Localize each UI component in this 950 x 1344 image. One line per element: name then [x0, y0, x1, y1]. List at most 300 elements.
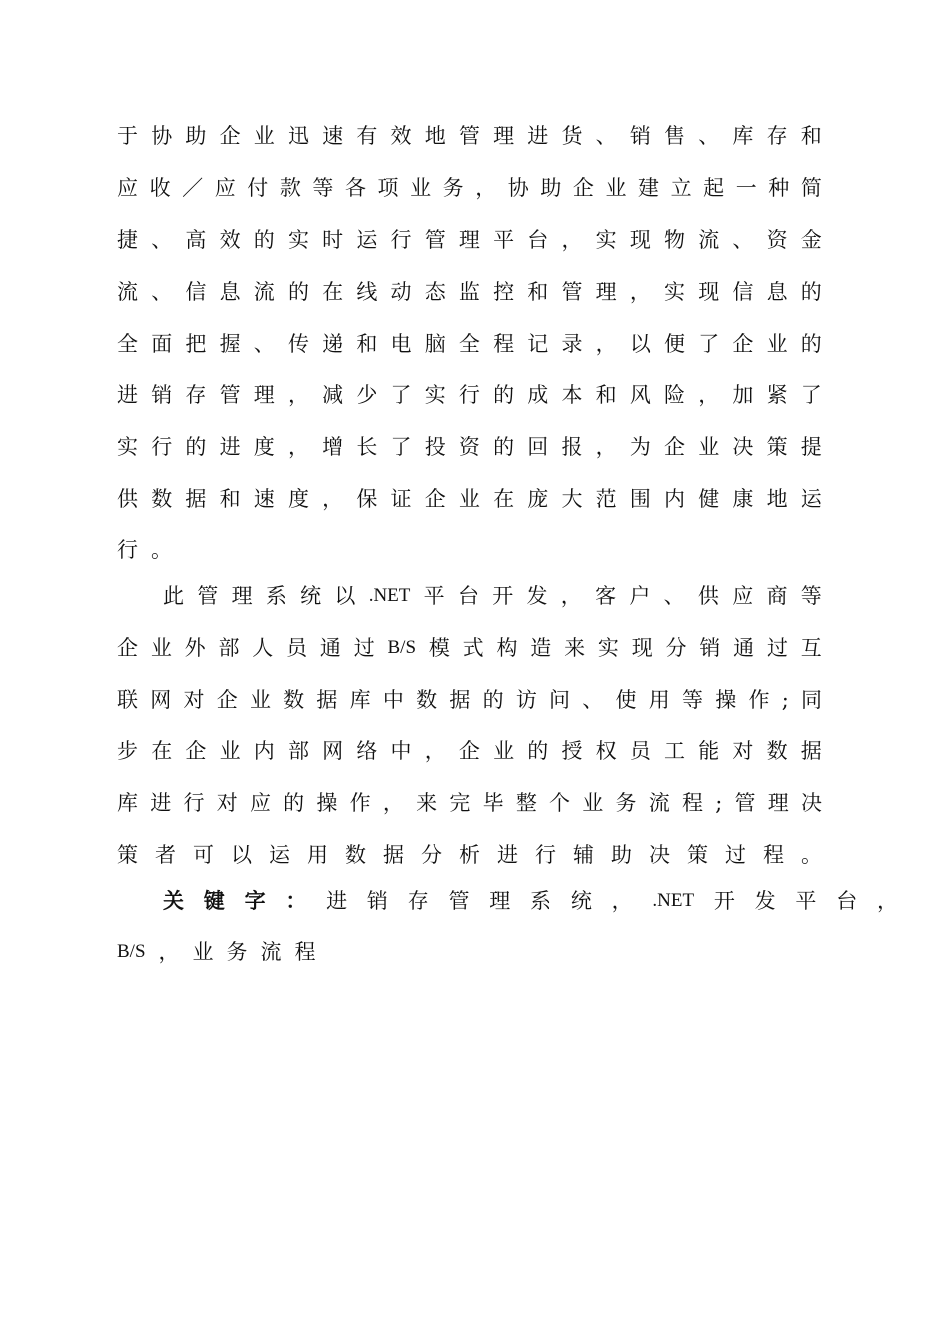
text-token: 据 [185, 487, 207, 511]
text-token: 把 [185, 332, 207, 356]
text-token: 程 [681, 791, 703, 815]
keywords-value-token: ， [611, 889, 633, 913]
text-token: 。 [801, 843, 822, 867]
text-token: 地 [424, 124, 446, 148]
text-token: 管 [561, 280, 583, 304]
text-token: 整 [515, 791, 537, 815]
body-line-7 [117, 427, 822, 467]
text-token: 造 [530, 636, 552, 660]
text-token: 应 [732, 584, 754, 608]
text-token: 对 [216, 791, 238, 815]
text-token: 地 [766, 487, 788, 511]
text-token: 信 [185, 280, 207, 304]
text-token: 式 [462, 636, 484, 660]
keywords-value-token: 系 [530, 889, 552, 913]
text-token: 开 [492, 584, 514, 608]
text-token: 策 [687, 843, 708, 867]
text-token: 实 [595, 228, 617, 252]
text-token: 数 [345, 843, 366, 867]
keywords-value-token: 理 [489, 889, 511, 913]
text-token: 和 [800, 124, 822, 148]
keywords-value-token: 存 [407, 889, 429, 913]
keywords-value-token: 统 [570, 889, 592, 913]
body-line-15 [117, 835, 822, 875]
text-token: ／ [182, 176, 204, 200]
text-token: 速 [253, 487, 275, 511]
text-token: 业 [410, 176, 432, 200]
text-token: 业 [698, 435, 720, 459]
text-token: ， [561, 228, 583, 252]
text-token: 管 [219, 383, 241, 407]
text-token: 围 [629, 487, 651, 511]
text-token: ， [698, 383, 720, 407]
text-token: ， [382, 791, 404, 815]
text-token: 权 [595, 739, 617, 763]
text-token: 企 [185, 739, 207, 763]
keywords-line [163, 881, 898, 921]
text-token: 减 [322, 383, 344, 407]
text-token: 业 [249, 688, 271, 712]
text-token: 便 [664, 332, 685, 356]
text-token: 投 [424, 435, 446, 459]
text-token: 、 [698, 124, 720, 148]
keywords-value-token: .NET [652, 890, 695, 911]
text-token: 内 [664, 487, 685, 511]
text-token: 程 [763, 843, 784, 867]
text-token: 企 [216, 688, 238, 712]
text-token: 效 [390, 124, 412, 148]
text-token: 一 [735, 176, 757, 200]
text-token: 行 [390, 228, 412, 252]
text-token: 资 [766, 228, 788, 252]
text-token: 业 [766, 332, 788, 356]
text-token: 协 [507, 176, 529, 200]
body-line-14 [117, 783, 822, 823]
text-token: 运 [356, 228, 378, 252]
text-token: 现 [698, 280, 720, 304]
text-token: 步 [117, 739, 138, 763]
text-token: 和 [595, 383, 617, 407]
text-token: B/S [387, 637, 417, 658]
text-token: 存 [185, 383, 207, 407]
text-token: 数 [151, 487, 173, 511]
text-token: 进 [527, 124, 549, 148]
text-token: 项 [377, 176, 399, 200]
text-token: 助 [540, 176, 562, 200]
text-token: 企 [424, 487, 446, 511]
text-token: 理 [595, 280, 617, 304]
text-token: 的 [253, 228, 275, 252]
text-token: 内 [253, 739, 275, 763]
text-token: 进 [150, 791, 172, 815]
text-token: 收 [149, 176, 171, 200]
text-token: 作 [349, 791, 371, 815]
text-token: 资 [458, 435, 480, 459]
text-token: 了 [390, 383, 412, 407]
text-token: 辅 [573, 843, 594, 867]
text-token: 系 [265, 584, 287, 608]
text-token: 务 [442, 176, 464, 200]
text-token: 捷 [117, 228, 138, 252]
text-token: 握 [219, 332, 241, 356]
text-token: 此 [163, 584, 184, 608]
text-token: 和 [219, 487, 241, 511]
keywords-label-char: ： [285, 889, 307, 913]
text-token: 能 [698, 739, 720, 763]
text-token: 流 [117, 280, 138, 304]
text-token: 了 [800, 383, 822, 407]
text-token: 通 [319, 636, 341, 660]
text-token: 风 [629, 383, 651, 407]
text-token: 监 [458, 280, 480, 304]
text-token: 态 [424, 280, 446, 304]
text-token: 对 [732, 739, 754, 763]
text-token: 完 [449, 791, 471, 815]
text-token: 物 [664, 228, 685, 252]
text-token: 的 [283, 791, 305, 815]
text-token: 通 [733, 636, 755, 660]
text-token: 企 [572, 176, 594, 200]
text-token: 高 [185, 228, 207, 252]
text-token: 供 [117, 487, 138, 511]
text-token: 全 [117, 332, 138, 356]
text-token: 据 [316, 688, 338, 712]
text-token: 统 [300, 584, 322, 608]
text-token: 的 [800, 280, 822, 304]
text-token: 动 [390, 280, 412, 304]
text-token: 访 [515, 688, 537, 712]
text-token: 货 [561, 124, 583, 148]
text-token: 保 [356, 487, 378, 511]
text-token: 等 [800, 584, 822, 608]
text-token: ， [424, 739, 446, 763]
body-line-1 [117, 116, 822, 156]
text-token: 据 [800, 739, 822, 763]
text-token: 助 [185, 124, 207, 148]
text-token: 行 [151, 435, 173, 459]
text-token: 销 [151, 383, 173, 407]
text-token: 线 [356, 280, 378, 304]
text-token: 过 [766, 636, 788, 660]
text-token: 建 [638, 176, 659, 200]
text-token: 回 [527, 435, 549, 459]
text-token: 行 [535, 843, 556, 867]
text-token: 应 [249, 791, 271, 815]
text-token: 紧 [766, 383, 788, 407]
text-token: 决 [649, 843, 670, 867]
text-token: 分 [665, 636, 687, 660]
text-token: 业 [192, 940, 214, 964]
text-token: 度 [253, 435, 275, 459]
text-token: 库 [732, 124, 754, 148]
text-token: 业 [493, 739, 515, 763]
text-token: 析 [459, 843, 480, 867]
text-token: 存 [766, 124, 788, 148]
text-token: 企 [732, 332, 754, 356]
text-token: 销 [699, 636, 721, 660]
text-token: 台 [457, 584, 479, 608]
text-token: 脑 [424, 332, 446, 356]
body-line-4 [117, 272, 822, 312]
text-token: 报 [561, 435, 583, 459]
text-token: 销 [629, 124, 651, 148]
text-token: 、 [253, 332, 275, 356]
text-token: 的 [493, 435, 515, 459]
text-token: 工 [664, 739, 685, 763]
text-token: 程 [493, 332, 515, 356]
text-token: 现 [631, 636, 653, 660]
text-token: 面 [151, 332, 173, 356]
text-token: 企 [458, 739, 480, 763]
text-token: 款 [279, 176, 301, 200]
text-token: 加 [732, 383, 754, 407]
text-token: 各 [344, 176, 366, 200]
text-token: 员 [629, 739, 651, 763]
text-token: 、 [732, 228, 754, 252]
text-token: 过 [353, 636, 375, 660]
text-token: 互 [800, 636, 822, 660]
body-line-12 [117, 680, 822, 720]
text-token: 据 [383, 843, 404, 867]
text-token: 来 [564, 636, 586, 660]
text-token: 理 [767, 791, 789, 815]
text-token: 现 [629, 228, 651, 252]
text-token: 助 [611, 843, 632, 867]
text-token: 信 [732, 280, 754, 304]
text-token: 实 [597, 636, 619, 660]
text-token: 来 [416, 791, 438, 815]
body-line-10 [163, 576, 822, 616]
text-token: 实 [117, 435, 138, 459]
text-token: 流 [253, 280, 275, 304]
text-token: 网 [322, 739, 344, 763]
keywords-value-token: 平 [795, 889, 817, 913]
text-token: 有 [356, 124, 378, 148]
text-token: 递 [322, 332, 344, 356]
text-token: ; [715, 791, 723, 815]
text-token: 业 [253, 124, 275, 148]
text-token: 控 [493, 280, 515, 304]
text-token: ， [629, 280, 651, 304]
text-token: 售 [664, 124, 685, 148]
text-token: 以 [629, 332, 651, 356]
text-token: 管 [734, 791, 756, 815]
text-token: 等 [312, 176, 334, 200]
text-token: 理 [493, 124, 515, 148]
keywords-value-token: 销 [366, 889, 388, 913]
text-token: ， [560, 584, 582, 608]
text-token: 客 [595, 584, 617, 608]
text-token: 范 [595, 487, 617, 511]
text-token: 员 [286, 636, 308, 660]
text-token: 康 [732, 487, 754, 511]
keywords-value-token: 进 [326, 889, 348, 913]
text-token: 构 [496, 636, 518, 660]
keywords-label-char: 键 [203, 889, 225, 913]
text-token: 全 [458, 332, 480, 356]
text-token: 数 [416, 688, 438, 712]
text-token: 传 [287, 332, 309, 356]
text-token: 平 [493, 228, 515, 252]
text-token: 策 [117, 843, 138, 867]
text-token: 外 [184, 636, 206, 660]
text-token: 平 [423, 584, 445, 608]
text-token: 等 [681, 688, 703, 712]
body-line-3 [117, 220, 822, 260]
text-token: .NET [368, 585, 411, 606]
text-token: 。 [151, 538, 172, 562]
text-token: 的 [527, 739, 549, 763]
text-token: 理 [231, 584, 253, 608]
text-token: 联 [117, 688, 138, 712]
body-line-2 [117, 168, 822, 208]
text-token: 部 [218, 636, 240, 660]
text-token: 网 [150, 688, 172, 712]
text-token: 录 [561, 332, 583, 356]
text-token: 模 [428, 636, 450, 660]
text-token: 数 [283, 688, 305, 712]
text-token: 理 [458, 228, 480, 252]
text-token: 中 [382, 688, 404, 712]
text-token: 使 [615, 688, 637, 712]
text-token: 付 [247, 176, 269, 200]
text-token: 立 [670, 176, 692, 200]
text-token: 用 [648, 688, 670, 712]
text-token: 进 [497, 843, 518, 867]
text-token: 、 [151, 280, 173, 304]
body-line-9 [117, 530, 822, 570]
text-token: 业 [458, 487, 480, 511]
text-token: 业 [582, 791, 604, 815]
text-token: 、 [595, 124, 617, 148]
text-token: 业 [219, 739, 241, 763]
text-token: 了 [698, 332, 720, 356]
keywords-value-token: 开 [713, 889, 735, 913]
text-token: 金 [800, 228, 822, 252]
text-token: 在 [322, 280, 344, 304]
keywords-value-token: 管 [448, 889, 470, 913]
text-token: 险 [664, 383, 685, 407]
text-token: 务 [615, 791, 637, 815]
text-token: 证 [390, 487, 412, 511]
text-token: 业 [605, 176, 627, 200]
text-token: 的 [185, 435, 207, 459]
text-token: 在 [151, 739, 173, 763]
keywords-label-char: 关 [163, 889, 184, 913]
text-token: ， [322, 487, 344, 511]
text-token: 的 [493, 383, 515, 407]
text-token: 操 [715, 688, 737, 712]
text-token: 库 [117, 791, 138, 815]
text-token: 问 [549, 688, 571, 712]
text-token: 种 [768, 176, 790, 200]
text-token: ， [595, 332, 617, 356]
text-token: 可 [193, 843, 214, 867]
text-token: 流 [698, 228, 720, 252]
text-token: 迅 [287, 124, 309, 148]
text-token: ， [475, 176, 497, 200]
text-token: 企 [664, 435, 685, 459]
text-token: 记 [527, 332, 549, 356]
text-token: 应 [117, 176, 138, 200]
body-line-11 [117, 628, 822, 668]
text-token: 管 [458, 124, 480, 148]
text-token: 决 [801, 791, 822, 815]
text-token: 决 [732, 435, 754, 459]
text-token: 数 [766, 739, 788, 763]
text-token: 授 [561, 739, 583, 763]
text-token: 企 [219, 124, 241, 148]
body-line-13 [117, 731, 822, 771]
body-line-5 [117, 324, 822, 364]
text-token: 毕 [482, 791, 504, 815]
text-token: 在 [493, 487, 515, 511]
text-token: 和 [356, 332, 378, 356]
text-token: 提 [800, 435, 822, 459]
text-token: 操 [316, 791, 338, 815]
text-token: 和 [527, 280, 549, 304]
text-token: 庞 [527, 487, 549, 511]
text-token: 络 [356, 739, 378, 763]
text-token: 行 [183, 791, 205, 815]
text-token: 应 [214, 176, 236, 200]
text-token: 流 [260, 940, 282, 964]
text-token: 、 [663, 584, 685, 608]
text-token: 的 [482, 688, 504, 712]
text-token: 分 [421, 843, 442, 867]
text-token: 程 [294, 940, 316, 964]
text-token: 管 [197, 584, 219, 608]
text-token: 户 [629, 584, 651, 608]
text-token: 增 [322, 435, 344, 459]
text-token: 用 [307, 843, 328, 867]
text-token: 中 [390, 739, 412, 763]
text-token: 本 [561, 383, 583, 407]
text-token: 行 [117, 538, 138, 562]
text-token: 、 [151, 228, 173, 252]
text-token: 息 [766, 280, 788, 304]
text-token: 度 [287, 487, 309, 511]
text-token: 了 [390, 435, 412, 459]
text-token: 理 [253, 383, 275, 407]
text-token: 协 [151, 124, 173, 148]
text-token: 人 [252, 636, 274, 660]
text-token: 商 [766, 584, 788, 608]
text-token: 行 [458, 383, 480, 407]
text-token: 部 [287, 739, 309, 763]
text-token: ， [595, 435, 617, 459]
text-token: 策 [766, 435, 788, 459]
text-token: ， [287, 435, 309, 459]
text-token: 过 [725, 843, 746, 867]
text-token: 者 [155, 843, 176, 867]
text-token: 健 [698, 487, 720, 511]
text-token: 息 [219, 280, 241, 304]
text-token: 发 [526, 584, 548, 608]
text-token: 个 [549, 791, 571, 815]
text-token: 的 [800, 332, 822, 356]
text-token: 作 [748, 688, 770, 712]
text-token: 进 [219, 435, 241, 459]
text-token: 、 [582, 688, 604, 712]
text-token: 长 [356, 435, 378, 459]
text-token: 电 [390, 332, 412, 356]
body-line-6 [117, 375, 822, 415]
text-token: 台 [527, 228, 549, 252]
body-line-8 [117, 479, 822, 519]
text-token: 流 [648, 791, 670, 815]
text-token: 为 [629, 435, 651, 459]
